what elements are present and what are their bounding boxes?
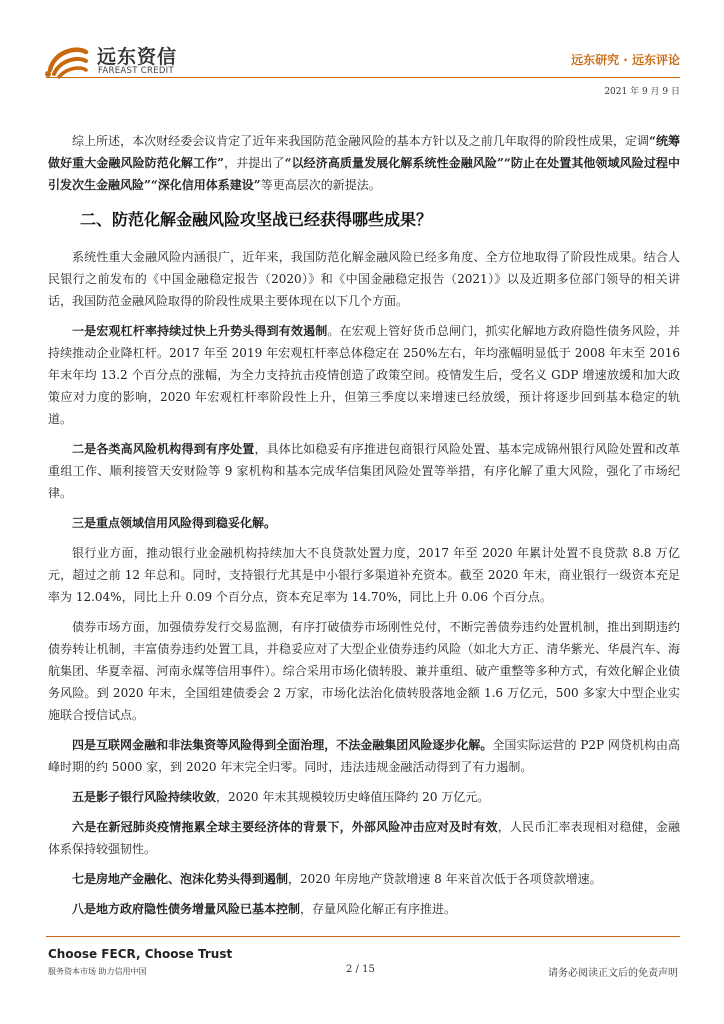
logo-english-name: FAREAST CREDIT (98, 66, 174, 76)
header-divider (46, 77, 680, 78)
footer-slogan: 服务资本市场 助力信用中国 (48, 967, 147, 976)
section-label: 远东研究 · 远东评论 (571, 53, 680, 67)
achievement-7: 七是房地产金融化、泡沫化势头得到遏制，2020 年房地产贷款增速 8 年来首次低于各项贷款增速。 (72, 872, 602, 886)
report-body (48, 130, 680, 920)
company-logo (40, 40, 200, 80)
intro-paragraph: 系统性重大金融风险内涵很广，近年来，我国防范化解金融风险已经多角度、全方位地取得了阶段性成果。结合人民银行之前发布的《中国金融稳定报告（2020）》和《中国金融稳定报告（2021）》以及近期多位部门领导的相关讲话，我国防范金融风险取得的阶段性成果主要体现在以下几个方面。 (48, 250, 680, 308)
report-date: 2021 年 9 月 9 日 (604, 87, 680, 97)
achievement-5: 五是影子银行风险持续收敛，2020 年末其规模较历史峰值压降约 20 万亿元。 (72, 790, 490, 804)
logo-chinese-name: 远东资信 (97, 46, 178, 68)
page-header (0, 0, 724, 110)
achievement-1: 一是宏观杠杆率持续过快上升势头得到有效遏制。在宏观上管好货币总闸门，抓实化解地方政府隐性债务风险，并持续推动企业降杠杆。2017 年至 2019 年宏观杠杆率总体稳定在 250%左右，年均涨幅明显低于 2008 年末至 2016 年末年均 13.2 个百分点的涨幅，为全力支持抗击疫情创造了政策空间。疫情发生后，受名义 GDP 增速放缓和加大政策应对力度的影响，2020 年宏观杠杆率阶段性上升，但第三季度以来增速已经放缓，预计将逐步回到基本稳定的轨道。 (48, 324, 680, 426)
summary-paragraph: 综上所述，本次财经委会议肯定了近年来我国防范金融风险的基本方针以及之前几年取得的阶段性成果，定调“统筹做好重大金融风险防范化解工作”，并提出了“以经济高质量发展化解系统性金融风险”“防止在处置其他领域风险过程中引发次生金融风险”“深化信用体系建设”等更高层次的新提法。 (48, 134, 680, 192)
achievement-6: 六是在新冠肺炎疫情拖累全球主要经济体的背景下，外部风险冲击应对及时有效，人民币汇率表现相对稳健，金融体系保持较强韧性。 (48, 820, 680, 856)
achievement-8: 八是地方政府隐性债务增量风险已基本控制，存量风险化解正有序推进。 (72, 902, 457, 916)
banking-paragraph: 银行业方面，推动银行业金融机构持续加大不良贷款处置力度，2017 年至 2020 年累计处置不良贷款 8.8 万亿元，超过之前 12 年总和。同时，支持银行尤其是中小银行多渠道补充资本。截至 2020 年末，商业银行一级资本充足率为 12.04%，同比上升 0.09 个百分点，资本充足率为 14.70%，同比上升 0.06 个百分点。 (48, 546, 680, 604)
achievement-4: 四是互联网金融和非法集资等风险得到全面治理，不法金融集团风险逐步化解。全国实际运营的 P2P 网贷机构由高峰时期的约 5000 家，到 2020 年末完全归零。同时，违法违规金融活动得到了有力遏制。 (48, 738, 680, 774)
page-number: 2 / 15 (346, 964, 375, 975)
achievement-2: 二是各类高风险机构得到有序处置，具体比如稳妥有序推进包商银行风险处置、基本完成锦州银行风险处置和改革重组工作、顺利接管天安财险等 9 家机构和基本完成华信集团风险处置等举措，有序化解了重大风险，强化了市场纪律。 (48, 442, 680, 500)
section-heading: 二、防范化解金融风险攻坚战已经获得哪些成果？ (80, 210, 433, 229)
achievement-3: 三是重点领域信用风险得到稳妥化解。 (72, 516, 277, 530)
fareast-logo-icon (40, 40, 92, 80)
bond-market-paragraph: 债券市场方面，加强债券发行交易监测，有序打破债券市场刚性兑付，不断完善债券违约处置机制，推出到期违约债券转让机制，丰富债券违约处置工具，并稳妥应对了大型企业债券违约风险（如北大方正、清华紫光、华晨汽车、海航集团、华夏幸福、河南永煤等信用事件）。综合采用市场化债转股、兼并重组、破产重整等多种方式，有效化解企业债务风险。到 2020 年末，全国组建债委会 2 万家，市场化法治化债转股落地金额 1.6 万亿元，500 多家大中型企业实施联合授信试点。 (48, 620, 680, 722)
footer-brand: Choose FECR, Choose Trust (48, 947, 233, 961)
footer-disclaimer: 请务必阅读正文后的免责声明 (548, 968, 678, 979)
footer-divider (46, 936, 680, 937)
